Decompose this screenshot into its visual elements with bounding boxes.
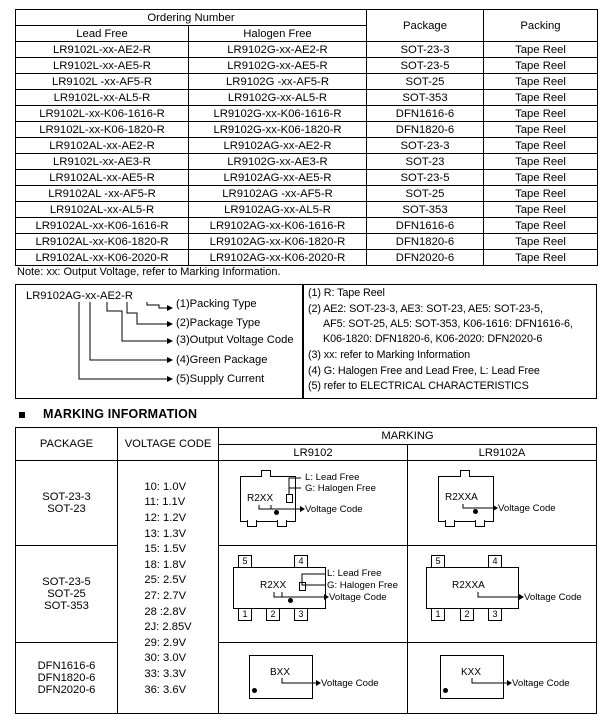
package-cell-dfn	[16, 643, 118, 714]
lr9102a-header: LR9102A	[408, 445, 597, 461]
marking-code: R2XX	[260, 580, 287, 591]
packing-cell: Tape Reel	[484, 58, 598, 74]
ordering-row	[16, 138, 598, 154]
voltage-code-label: Voltage Code	[512, 678, 570, 689]
voltage-code-cell	[118, 461, 219, 714]
dfn-leader-lines	[219, 643, 408, 713]
halogen-free-part: LR9102AG-xx-K06-2020-R	[189, 250, 367, 266]
package-name: SOT-353	[44, 600, 89, 612]
halogen-free-part: LR9102AG-xx-AL5-R	[189, 202, 367, 218]
packing-header: Packing	[484, 10, 598, 42]
lead-free-label: L: Lead Free	[327, 568, 382, 579]
lead-free-part: LR9102L-xx-K06-1616-R	[16, 106, 189, 122]
decode-note-5: (5) refer to ELECTRICAL CHARACTERISTICS	[308, 380, 529, 392]
package-cell: DFN1616-6	[367, 218, 484, 234]
ordering-row	[16, 58, 598, 74]
decode-note-2b: AF5: SOT-25, AL5: SOT-353, K06-1616: DFN1616-6,	[323, 318, 573, 330]
halogen-free-label: G: Halogen Free	[327, 580, 398, 591]
packing-cell: Tape Reel	[484, 74, 598, 90]
lead-free-part: LR9102AL-xx-AE5-R	[16, 170, 189, 186]
lead-free-label: L: Lead Free	[305, 472, 360, 483]
voltage-code-item: 30: 3.0V	[144, 652, 187, 665]
packing-cell: Tape Reel	[484, 234, 598, 250]
voltage-code-item: 2J: 2.85V	[144, 621, 192, 634]
pin-label: 3	[488, 608, 502, 621]
lead-free-part: LR9102L-xx-K06-1820-R	[16, 122, 189, 138]
marking-dfn-lr9102	[219, 643, 408, 714]
pin-label: 3	[294, 608, 308, 621]
marking-sot23-lr9102a	[408, 461, 597, 546]
ordering-row	[16, 186, 598, 202]
halogen-free-part: LR9102AG-xx-AE5-R	[189, 170, 367, 186]
pin-label: 5	[431, 555, 445, 568]
package-name: SOT-23-3	[42, 491, 91, 503]
ordering-note: Note: xx: Output Voltage, refer to Marking Information.	[17, 266, 281, 278]
voltage-code-label: Voltage Code	[329, 592, 387, 603]
voltage-code-item: 13: 1.3V	[144, 527, 187, 540]
marking-code: BXX	[270, 667, 291, 678]
packing-cell: Tape Reel	[484, 154, 598, 170]
halogen-free-header: Halogen Free	[189, 26, 367, 42]
ordering-table	[15, 9, 598, 266]
ordering-body	[16, 42, 598, 266]
packing-cell: Tape Reel	[484, 42, 598, 58]
halogen-free-part: LR9102AG-xx-K06-1820-R	[189, 234, 367, 250]
packing-cell: Tape Reel	[484, 170, 598, 186]
decode-note-3: (3) xx: refer to Marking Information	[308, 349, 471, 361]
voltage-code-item: 33: 3.3V	[144, 667, 187, 680]
ordering-row	[16, 170, 598, 186]
marking-package-header: PACKAGE	[16, 428, 118, 461]
lead-free-part: LR9102AL-xx-K06-2020-R	[16, 250, 189, 266]
lead-free-header: Lead Free	[16, 26, 189, 42]
ordering-row	[16, 250, 598, 266]
pin-label: 1	[431, 608, 445, 621]
marking-code: R2XXA	[445, 492, 478, 503]
lead-free-part: LR9102AL-xx-K06-1616-R	[16, 218, 189, 234]
halogen-free-part: LR9102G -xx-AF5-R	[189, 74, 367, 90]
voltage-code-label: Voltage Code	[524, 592, 582, 603]
decode-note-4: (4) G: Halogen Free and Lead Free, L: Lead Free	[308, 365, 540, 377]
marking-code: R2XXA	[452, 580, 485, 591]
voltage-code-item: 15: 1.5V	[144, 543, 187, 556]
marking-dfn-lr9102a	[408, 643, 597, 714]
voltage-code-item: 18: 1.8V	[144, 558, 187, 571]
package-name: SOT-23-5	[42, 576, 91, 588]
halogen-free-part: LR9102G-xx-K06-1820-R	[189, 122, 367, 138]
voltage-code-item: 36: 3.6V	[144, 683, 187, 696]
ordering-row	[16, 90, 598, 106]
package-name: DFN2020-6	[37, 684, 96, 696]
package-cell: DFN2020-6	[367, 250, 484, 266]
package-cell: SOT-25	[367, 74, 484, 90]
ordering-row	[16, 42, 598, 58]
marking-sot23-lr9102	[219, 461, 408, 546]
lead-free-part: LR9102AL -xx-AF5-R	[16, 186, 189, 202]
voltage-code-list	[144, 476, 191, 698]
pin1-dot	[473, 509, 478, 514]
pin-label: 4	[294, 555, 308, 568]
lead-free-part: LR9102L-xx-AE5-R	[16, 58, 189, 74]
pin-label: 2	[460, 608, 474, 621]
label-supply-current: (5)Supply Current	[176, 373, 265, 385]
pin1-dot	[274, 510, 279, 515]
pin-label: 2	[266, 608, 280, 621]
ordering-row	[16, 74, 598, 90]
decode-note-2: (2) AE2: SOT-23-3, AE3: SOT-23, AE5: SOT-23-5,	[308, 303, 543, 315]
packing-cell: Tape Reel	[484, 138, 598, 154]
ordering-row	[16, 106, 598, 122]
packing-cell: Tape Reel	[484, 202, 598, 218]
lead-free-part: LR9102L-xx-AE3-R	[16, 154, 189, 170]
voltage-code-label: Voltage Code	[498, 503, 556, 514]
marking-code: KXX	[461, 667, 482, 678]
package-cell: SOT-25	[367, 186, 484, 202]
package-cell: SOT-23-5	[367, 58, 484, 74]
package-name: SOT-25	[47, 588, 86, 600]
voltage-code-item: 27: 2.7V	[144, 590, 187, 602]
label-output-voltage-code: (3)Output Voltage Code	[176, 334, 294, 346]
package-cell-sot25	[16, 546, 118, 643]
package-name: SOT-23	[47, 503, 86, 515]
pin-label: 4	[488, 555, 502, 568]
pin-label: 1	[238, 608, 252, 621]
package-cell: DFN1820-6	[367, 234, 484, 250]
ordering-row	[16, 218, 598, 234]
halogen-free-part: LR9102G-xx-K06-1616-R	[189, 106, 367, 122]
halogen-free-part: LR9102G-xx-AL5-R	[189, 90, 367, 106]
package-header: Package	[367, 10, 484, 42]
marking-table	[15, 427, 597, 714]
pin-label: 5	[238, 555, 252, 568]
ordering-number-header: Ordering Number	[16, 10, 367, 26]
packing-cell: Tape Reel	[484, 90, 598, 106]
packing-cell: Tape Reel	[484, 186, 598, 202]
halogen-free-part: LR9102G-xx-AE5-R	[189, 58, 367, 74]
lr9102-header: LR9102	[219, 445, 408, 461]
halogen-free-part: LR9102G-xx-AE2-R	[189, 42, 367, 58]
ordering-row	[16, 154, 598, 170]
packing-cell: Tape Reel	[484, 250, 598, 266]
voltage-code-item: 28 :2.8V	[144, 605, 187, 618]
package-cell: SOT-23-3	[367, 138, 484, 154]
lead-free-part: LR9102L-xx-AL5-R	[16, 90, 189, 106]
package-cell: SOT-353	[367, 202, 484, 218]
halogen-free-part: LR9102G-xx-AE3-R	[189, 154, 367, 170]
package-cell: SOT-23	[367, 154, 484, 170]
marking-voltage-code-header: VOLTAGE CODE	[118, 428, 219, 461]
ordering-row	[16, 122, 598, 138]
lead-free-part: LR9102L -xx-AF5-R	[16, 74, 189, 90]
voltage-code-item: 12: 1.2V	[144, 512, 187, 525]
halogen-free-part: LR9102AG-xx-AE2-R	[189, 138, 367, 154]
label-package-type: (2)Package Type	[176, 317, 261, 329]
voltage-code-item: 29: 2.9V	[144, 636, 187, 649]
marking-section-title	[19, 407, 197, 421]
package-cell: DFN1820-6	[367, 122, 484, 138]
voltage-code-label: Voltage Code	[305, 504, 363, 515]
marking-code: R2XX	[247, 493, 274, 504]
decode-note-1: (1) R: Tape Reel	[308, 287, 385, 299]
package-cell: SOT-23-3	[367, 42, 484, 58]
pin1-dot	[288, 598, 293, 603]
package-cell: SOT-353	[367, 90, 484, 106]
halogen-free-part: LR9102AG-xx-K06-1616-R	[189, 218, 367, 234]
marking-sot25-lr9102a	[408, 546, 597, 643]
decode-notes	[302, 284, 597, 399]
packing-cell: Tape Reel	[484, 122, 598, 138]
ordering-row	[16, 202, 598, 218]
halogen-free-part: LR9102AG -xx-AF5-R	[189, 186, 367, 202]
part-number-decode	[15, 284, 304, 399]
package-cell: DFN1616-6	[367, 106, 484, 122]
lead-free-part: LR9102AL-xx-AL5-R	[16, 202, 189, 218]
marking-header: MARKING	[219, 428, 597, 445]
bullet-icon	[19, 412, 25, 418]
decode-part-number: LR9102AG-xx-AE2-R	[26, 290, 133, 302]
packing-cell: Tape Reel	[484, 106, 598, 122]
marking-title-text: MARKING INFORMATION	[43, 407, 198, 421]
packing-cell: Tape Reel	[484, 218, 598, 234]
voltage-code-label: Voltage Code	[321, 678, 379, 689]
lead-free-part: LR9102AL-xx-K06-1820-R	[16, 234, 189, 250]
voltage-code-item: 11: 1.1V	[144, 496, 186, 509]
halogen-free-label: G: Halogen Free	[305, 483, 376, 494]
label-green-package: (4)Green Package	[176, 354, 268, 366]
lead-free-part: LR9102L-xx-AE2-R	[16, 42, 189, 58]
label-packing-type: (1)Packing Type	[176, 298, 257, 310]
marking-sot25-lr9102	[219, 546, 408, 643]
package-name: DFN1616-6	[37, 660, 96, 672]
ordering-row	[16, 234, 598, 250]
package-name: DFN1820-6	[37, 672, 96, 684]
package-cell-sot23	[16, 461, 118, 546]
decode-note-2c: K06-1820: DFN1820-6, K06-2020: DFN2020-6	[323, 333, 543, 345]
package-cell: SOT-23-5	[367, 170, 484, 186]
voltage-code-item: 10: 1.0V	[144, 480, 187, 493]
lead-free-part: LR9102AL-xx-AE2-R	[16, 138, 189, 154]
voltage-code-item: 25: 2.5V	[144, 574, 187, 587]
